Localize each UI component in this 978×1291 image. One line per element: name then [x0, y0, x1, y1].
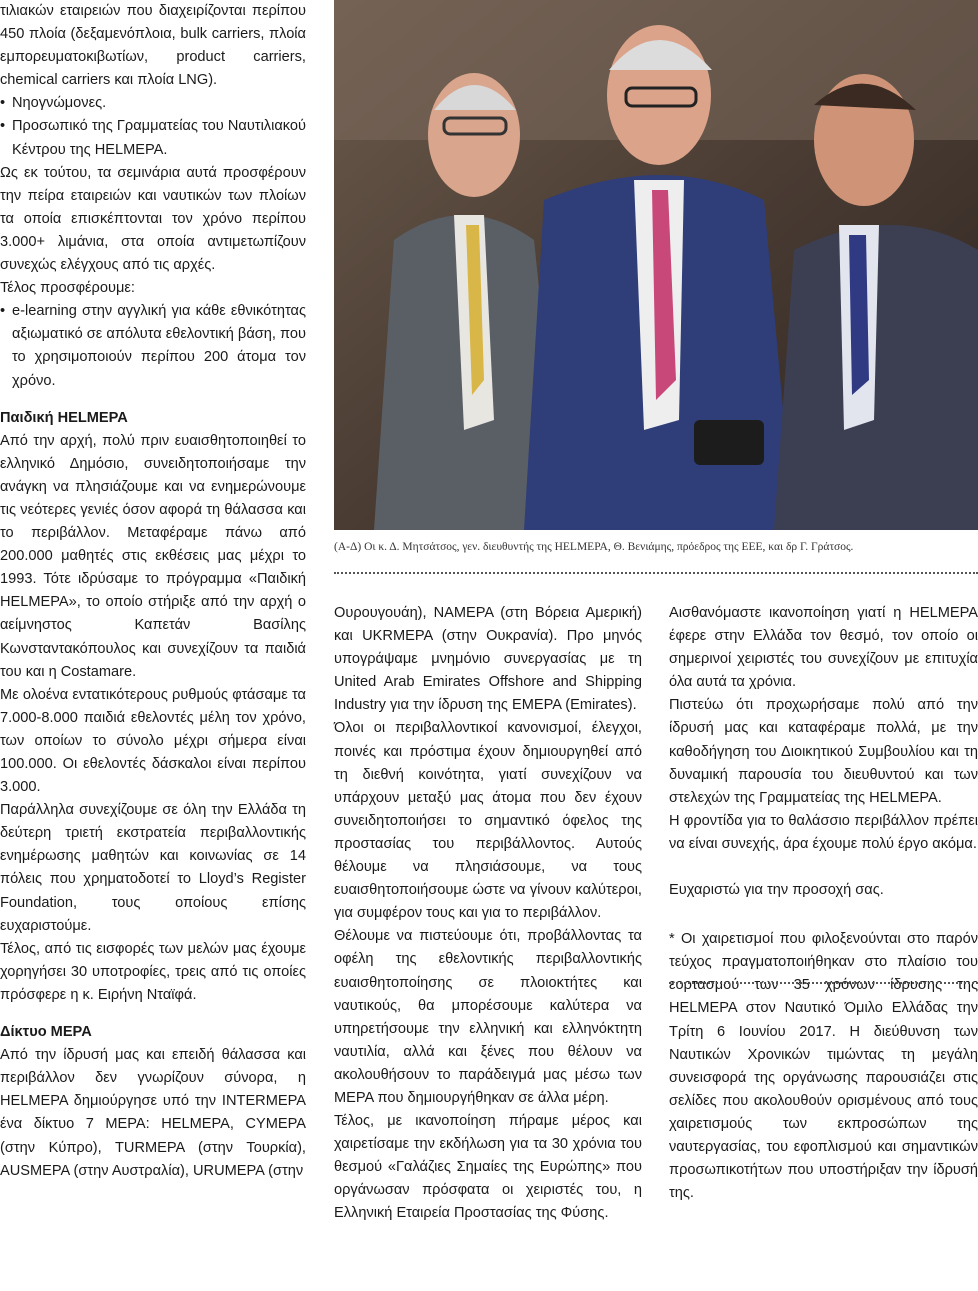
- paragraph: Από την αρχή, πολύ πριν ευαισθητοποιηθεί το ελληνικό Δημόσιο, συνειδητοποιήσαμε την ανάγκη να πλησιάζουμε και να ενημερώνουμε τις νεότερες γενιές όσον αφορά τη θάλασσα και το περιβάλλον. Μεταφέραμε πάνω από 200.000 μαθητές στις εκθέσεις μας μέχρι το 1993. Τότε ιδρύσαμε το πρόγραμμα «Παιδική HELMEPA», το οποίο στήριξε από την αρχή ο αείμνηστος Καπετάν Βασίλης Κωνσταντακόπουλος και συνεχίζουν τα παιδιά του και η Costamare.: [0, 432, 306, 680]
- paragraph: Από την ίδρυσή μας και επειδή θάλασσα και περιβάλλον δεν γνωρίζουν σύνορα, η HELMEPA δημιούργησε υπό την INTERMEPA ένα δίκτυο 7 MEPA: HELMEPA, CYMEPA (στην Κύπρο), TURMEPA (στην Τουρκία), AUSMEPA (στην Αυστραλία), URUMEPA (στην: [0, 1047, 306, 1179]
- middle-text-column: [334, 602, 642, 1226]
- paragraph: Ουρουγουάη), NAMEPA (στη Βόρεια Αμερική) και UKRMEPA (στην Ουκρανία). Προ μηνός υπογράψαμε μνημόνιο συνεργασίας με τη United Arab Emirates Offshore and Shipping Industry για την ίδρυση της EMEPA (Emirates).: [334, 605, 642, 714]
- bullet-item: • Προσωπικό της Γραμματείας του Ναυτιλιακού Κέντρου της HELMEPA.: [0, 118, 306, 158]
- left-text-column: [0, 0, 306, 1183]
- paragraph: τιλιακών εταιρειών που διαχειρίζονται περίπου 450 πλοία (δεξαμενόπλοια, bulk carriers, πλοία εμπορευματοκιβωτίων, product carriers, chemical carriers και πλοία LNG).: [0, 3, 306, 89]
- paragraph: Πιστεύω ότι προχωρήσαμε πολύ από την ίδρυσή μας και καταφέραμε πολλά, με την καθοδήγηση του Διοικητικού Συμβουλίου και τη δυναμική παρουσία του διευθυντού και των στελεχών της Γραμματείας της HELMEPA.: [669, 697, 978, 806]
- paragraph: Με ολοένα εντατικότερους ρυθμούς φτάσαμε τα 7.000-8.000 παιδιά εθελοντές μέλη τον χρόνο, των οποίων το σύνολο μέχρι σήμερα είναι 100.000. Οι εθελοντές δάσκαλοι είναι περίπου 3.000.: [0, 686, 306, 796]
- footnote-divider: [669, 982, 978, 984]
- photo-illustration: [334, 0, 978, 530]
- closing-line: Ευχαριστώ για την προσοχή σας.: [669, 882, 884, 899]
- paragraph: Τέλος, από τις εισφορές των μελών μας έχουμε χορηγήσει 30 υποτροφίες, τρεις από τις οποίες πρόσφερε η κ. Ειρήνη Νταϊφά.: [0, 940, 306, 1003]
- right-text-column: [669, 602, 978, 1205]
- event-photo: [334, 0, 978, 530]
- paragraph: Παράλληλα συνεχίζουμε σε όλη την Ελλάδα τη δεύτερη τριετή εκστρατεία περιβαλλοντικής ενημέρωσης μαθητών και κοινωνίας σε 14 πόλεις που χρηματοδοτεί το Lloyd’s Register Foundation, τους οποίους επίσης ευχαριστούμε.: [0, 802, 306, 934]
- spacer: [669, 856, 978, 879]
- section-heading: Δίκτυο ΜΕΡΑ: [0, 1024, 92, 1041]
- section-heading: Παιδική HELMEPA: [0, 409, 128, 426]
- footnote: * Οι χαιρετισμοί που φιλοξενούνται στο παρόν τεύχος πραγματοποιήθηκαν στο πλαίσιο του εορτασμού των 35 χρόνων ίδρυσης της HELMEPA στον Ναυτικό Όμιλο Ελλάδας την Τρίτη 6 Ιουνίου 2017. Η διεύθυνση των Ναυτικών Χρονικών τιμώντας τη μεγάλη συνεισφορά της οργάνωσης παρουσιάζει στις σελίδες που ακολουθούν ορισμένους από τους χαιρετισμούς των εκπροσώπων της ναυτεργασίας, του εφοπλισμού και σημαντικών προσωπικοτήτων που υποστήριξαν την ίδρυσή της.: [669, 931, 978, 1202]
- paragraph: Θέλουμε να πιστεύουμε ότι, προβάλλοντας τα οφέλη της εθελοντικής περιβαλλοντικής ευαισθητοποίησης σε πλοιοκτήτες και ναυτικούς, θα μπορέσουμε καλύτερα να υπηρετήσουμε την ελληνική και ελληνόκτητη ναυτιλία, αλλά και ξένες που θέλουν να ακολουθήσουν το παράδειγμά μας μέσω των MEPA που δημιουργήθηκαν σε άλλα μέρη.: [334, 928, 642, 1106]
- bullet-item: • Νηογνώμονες.: [0, 95, 107, 112]
- paragraph: Τέλος, με ικανοποίηση πήραμε μέρος και χαιρετίσαμε την εκδήλωση για τα 30 χρόνια του θεσμού «Γαλάζιες Σημαίες της Ευρώπης» που οργάνωσαν πρόσφατα οι χειριστές του, η Ελληνική Εταιρεία Προστασίας της Φύσης.: [334, 1113, 642, 1222]
- caption-divider: [334, 572, 978, 574]
- paragraph: Ως εκ τούτου, τα σεμινάρια αυτά προσφέρουν την πείρα εταιρειών και ναυτικών των πλοίων τα οποία επισκέπτονται τον χρόνο περίπου 3.000+ λιμάνια, στα οποία αντιμετωπίζουν συνεχώς ελέγχους από τις αρχές.: [0, 164, 306, 274]
- paragraph: Αισθανόμαστε ικανοποίηση γιατί η HELMEPA έφερε στην Ελλάδα τον θεσμό, τον οποίο οι σημερινοί χειριστές του συνεχίζουν με επιτυχία όλα αυτά τα χρόνια.: [669, 605, 978, 691]
- photo-caption: (Α-Δ) Οι κ. Δ. Μητσάτσος, γεν. διευθυντής της HELMEPA, Θ. Βενιάμης, πρόεδρος της ΕΕΕ, και δρ Γ. Γράτσος.: [334, 541, 854, 553]
- bullet-item: • e-learning στην αγγλική για κάθε εθνικότητας αξιωματικό σε απόλυτα εθελοντική βάση, που το χρησιμοποιούν περίπου 200 άτομα τον χρόνο.: [0, 303, 306, 389]
- paragraph: Τέλος προσφέρουμε:: [0, 280, 135, 297]
- paragraph: Όλοι οι περιβαλλοντικοί κανονισμοί, έλεγχοι, ποινές και πρόστιμα έχουν δημιουργηθεί από τη διεθνή κοινότητα, γιατί συνεχίζουν να υπάρχουν μεταξύ μας άτομα που δεν έχουν συνειδητοποιήσει το σημαντικό όφελος της προστασίας του περιβάλλοντος. Αυτούς θέλουμε να πλησιάσουμε, να τους ευαισθητοποιήσουμε ώστε να γίνουν καλύτεροι, για συμφέρον τους και για το περιβάλλον.: [334, 720, 642, 922]
- paragraph: Η φροντίδα για το θαλάσσιο περιβάλλον πρέπει να είναι συνεχής, άρα έχουμε πολύ έργο ακόμα.: [669, 812, 978, 852]
